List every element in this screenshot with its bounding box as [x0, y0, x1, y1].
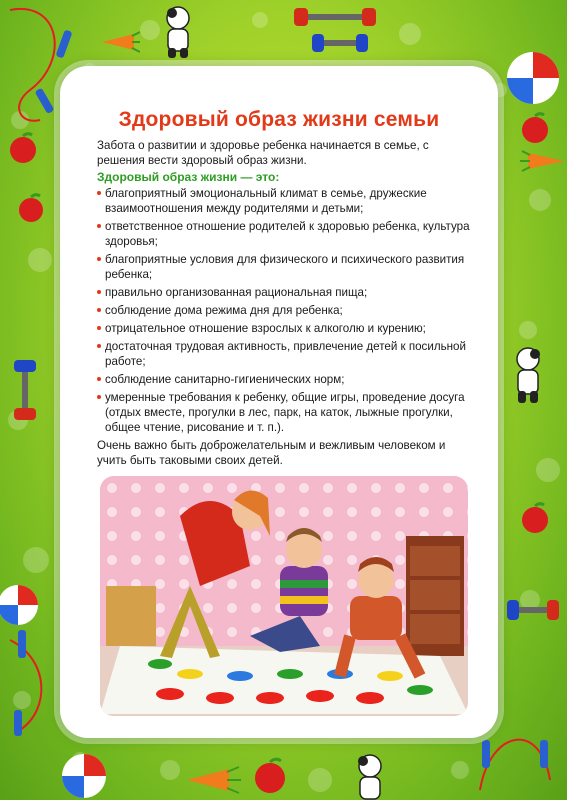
- page-title: Здоровый образ жизни семьи: [118, 108, 440, 131]
- list-item: умеренные требования к ребенку, общие игры, проведение досуга (отдых вместе, прогулки в лес, парк, на каток, лыжные прогулки, общее чтение, рисование и т. п.).: [97, 390, 472, 435]
- dumbbell-icon: [290, 0, 380, 60]
- list-item: благоприятные условия для физического и психического развития ребенка;: [97, 252, 472, 282]
- carrot-icon: [185, 765, 241, 795]
- subheading: Здоровый образ жизни — это:: [97, 170, 280, 184]
- list-item: правильно организованная рациональная пища;: [97, 285, 472, 300]
- bullet-list: [97, 186, 472, 438]
- beach-ball-icon: [0, 580, 40, 630]
- toy-dog-icon: [160, 4, 196, 62]
- list-item: достаточная трудовая активность, привлечение детей к посильной работе;: [97, 339, 472, 369]
- apple-icon: [518, 500, 552, 534]
- list-item: соблюдение дома режима дня для ребенка;: [97, 303, 472, 318]
- family-illustration: [100, 476, 468, 716]
- content-panel: [60, 66, 498, 738]
- jump-rope-icon: [0, 630, 60, 740]
- beach-ball-icon: [60, 752, 108, 800]
- list-item: ответственное отношение родителей к здоровью ребенка, культура здоровья;: [97, 219, 472, 249]
- list-item: соблюдение санитарно-гигиенических норм;: [97, 372, 472, 387]
- carrot-icon: [520, 150, 564, 172]
- toy-dog-icon: [350, 752, 390, 800]
- apple-icon: [14, 190, 48, 224]
- list-item: благоприятный эмоциональный климат в семье, дружеские взаимоотношения между родителями и детьми;: [97, 186, 472, 216]
- dumbbell-icon: [505, 590, 561, 630]
- intro-paragraph: Забота о развитии и здоровье ребенка начинается в семье, с решения вести здоровый образ жизни.: [97, 139, 429, 167]
- apple-icon: [250, 755, 290, 795]
- apple-icon: [518, 110, 552, 144]
- carrot-icon: [100, 30, 140, 54]
- beach-ball-icon: [505, 50, 561, 106]
- apple-icon: [6, 130, 40, 164]
- toy-dog-icon: [508, 345, 548, 409]
- closing-paragraph: Очень важно быть доброжелательным и вежливым человеком и учить быть таковыми своих детей.: [97, 439, 446, 467]
- list-item: отрицательное отношение взрослых к алкоголю и курению;: [97, 321, 472, 336]
- dumbbell-icon: [4, 360, 48, 420]
